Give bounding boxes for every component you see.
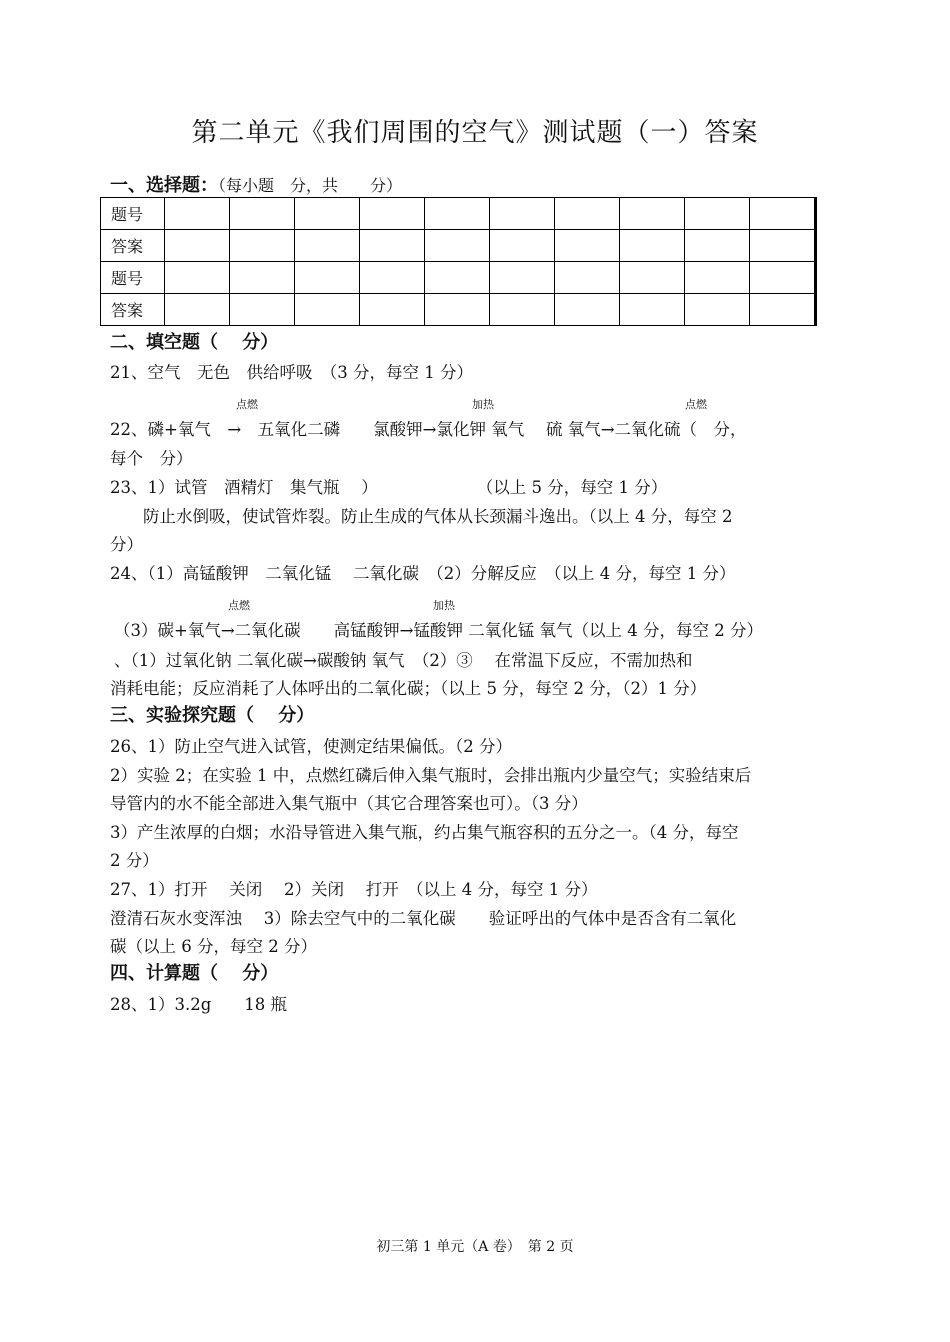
- table-row: [101, 230, 816, 262]
- row-label: 答案: [101, 230, 165, 262]
- answer-cell: [620, 294, 685, 326]
- answer-27-cont2: 碳（以上 6 分，每空 2 分）: [110, 937, 317, 956]
- answer-27-cont: 澄清石灰水变浑浊 3）除去空气中的二氧化碳 验证呼出的气体中是否含有二氧化: [110, 909, 737, 928]
- answer-cell: [685, 230, 750, 262]
- answer-22-cont: 每个 分）: [110, 449, 193, 468]
- answer-cell: [620, 198, 685, 230]
- row-label: 答案: [101, 294, 165, 326]
- table-row: [101, 294, 816, 326]
- answer-cell: [425, 262, 490, 294]
- answer-cell: [750, 294, 816, 326]
- answer-24-cont: （3）碳+氧气→二氧化碳 高锰酸钾→锰酸钾 二氧化锰 氧气（以上 4 分，每空 2 分）: [114, 621, 763, 640]
- answer-cell: [165, 230, 230, 262]
- answer-cell: [230, 294, 295, 326]
- answer-22: 22、磷+氧气 → 五氧化二磷 氯酸钾→氯化钾 氧气 硫 氧气→二氧化硫（ 分，: [110, 420, 747, 439]
- answer-cell: [555, 294, 620, 326]
- answer-cell: [750, 198, 816, 230]
- section-experiment-heading: 三、实验探究题（ 分）: [110, 705, 315, 726]
- answer-cell: [165, 262, 230, 294]
- answer-23: 23、1）试管 酒精灯 集气瓶 ） （以上 5 分，每空 1 分）: [110, 478, 668, 497]
- condition-label: 点燃: [236, 398, 258, 411]
- answer-25-cont: 消耗电能；反应消耗了人体呼出的二氧化碳；（以上 5 分，每空 2 分，（2）1 分）: [110, 679, 707, 698]
- condition-label: 点燃: [685, 398, 707, 411]
- answer-cell: [230, 198, 295, 230]
- answer-cell: [750, 230, 816, 262]
- section-fill-heading: 二、填空题（ 分）: [110, 332, 279, 353]
- page-title: 第二单元《我们周围的空气》测试题（一）答案: [191, 118, 759, 148]
- answer-cell: [360, 198, 425, 230]
- page-footer: 初三第 1 单元（A 卷） 第 2 页: [376, 1239, 574, 1255]
- answer-cell: [750, 262, 816, 294]
- answer-cell: [490, 230, 555, 262]
- answer-26-cont2: 导管内的水不能全部进入集气瓶中（其它合理答案也可）。（3 分）: [110, 794, 588, 813]
- answer-25: 、（1）过氧化钠 二氧化碳→碳酸钠 氧气 （2）③ 在常温下反应，不需加热和: [114, 651, 693, 670]
- section-choice-title: 一、选择题：: [110, 175, 218, 196]
- row-label: 题号: [101, 198, 165, 230]
- section-calc-heading: 四、计算题（ 分）: [110, 963, 279, 984]
- answer-cell: [425, 230, 490, 262]
- answer-26-cont: 2）实验 2；在实验 1 中，点燃红磷后伸入集气瓶时，会排出瓶内少量空气；实验结束后: [110, 766, 752, 785]
- answer-cell: [555, 262, 620, 294]
- answer-23-cont: 防止水倒吸，使试管炸裂。防止生成的气体从长颈漏斗逸出。（以上 4 分，每空 2: [110, 507, 733, 526]
- condition-label: 加热: [433, 599, 455, 612]
- answer-cell: [230, 230, 295, 262]
- answer-27: 27、1）打开 关闭 2）关闭 打开 （以上 4 分，每空 1 分）: [110, 880, 598, 899]
- answer-cell: [685, 198, 750, 230]
- answer-cell: [165, 198, 230, 230]
- table-row: [101, 198, 816, 230]
- answer-cell: [360, 262, 425, 294]
- answer-cell: [360, 294, 425, 326]
- answer-cell: [490, 198, 555, 230]
- answer-cell: [360, 230, 425, 262]
- answer-cell: [490, 294, 555, 326]
- answer-cell: [165, 294, 230, 326]
- section-choice-note: （每小题 分，共 分）: [218, 176, 403, 195]
- answer-26-cont4: 2 分）: [110, 851, 159, 870]
- answer-24: 24、（1）高锰酸钾 二氧化锰 二氧化碳 （2）分解反应 （以上 4 分，每空 1 分）: [110, 564, 736, 583]
- answer-cell: [425, 294, 490, 326]
- answer-21: 21、空气 无色 供给呼吸 （3 分，每空 1 分）: [110, 363, 473, 382]
- answer-cell: [620, 230, 685, 262]
- answer-table: [100, 197, 817, 326]
- answer-cell: [620, 262, 685, 294]
- row-label: 题号: [101, 262, 165, 294]
- answer-cell: [555, 198, 620, 230]
- answer-cell: [555, 230, 620, 262]
- answer-cell: [685, 262, 750, 294]
- condition-label: 点燃: [228, 599, 250, 612]
- answer-cell: [295, 262, 360, 294]
- answer-cell: [685, 294, 750, 326]
- answer-cell: [295, 198, 360, 230]
- answer-26-cont3: 3）产生浓厚的白烟；水沿导管进入集气瓶，约占集气瓶容积的五分之一。（4 分，每空: [110, 823, 739, 842]
- answer-cell: [230, 262, 295, 294]
- answer-26: 26、1）防止空气进入试管，使测定结果偏低。（2 分）: [110, 737, 512, 756]
- table-row: [101, 262, 816, 294]
- answer-cell: [295, 230, 360, 262]
- answer-23-cont2: 分）: [110, 535, 143, 554]
- answer-28: 28、1）3.2g 18 瓶: [110, 995, 288, 1014]
- answer-cell: [295, 294, 360, 326]
- section-choice-heading: [110, 171, 402, 197]
- answer-cell: [490, 262, 555, 294]
- condition-label: 加热: [472, 398, 494, 411]
- answer-cell: [425, 198, 490, 230]
